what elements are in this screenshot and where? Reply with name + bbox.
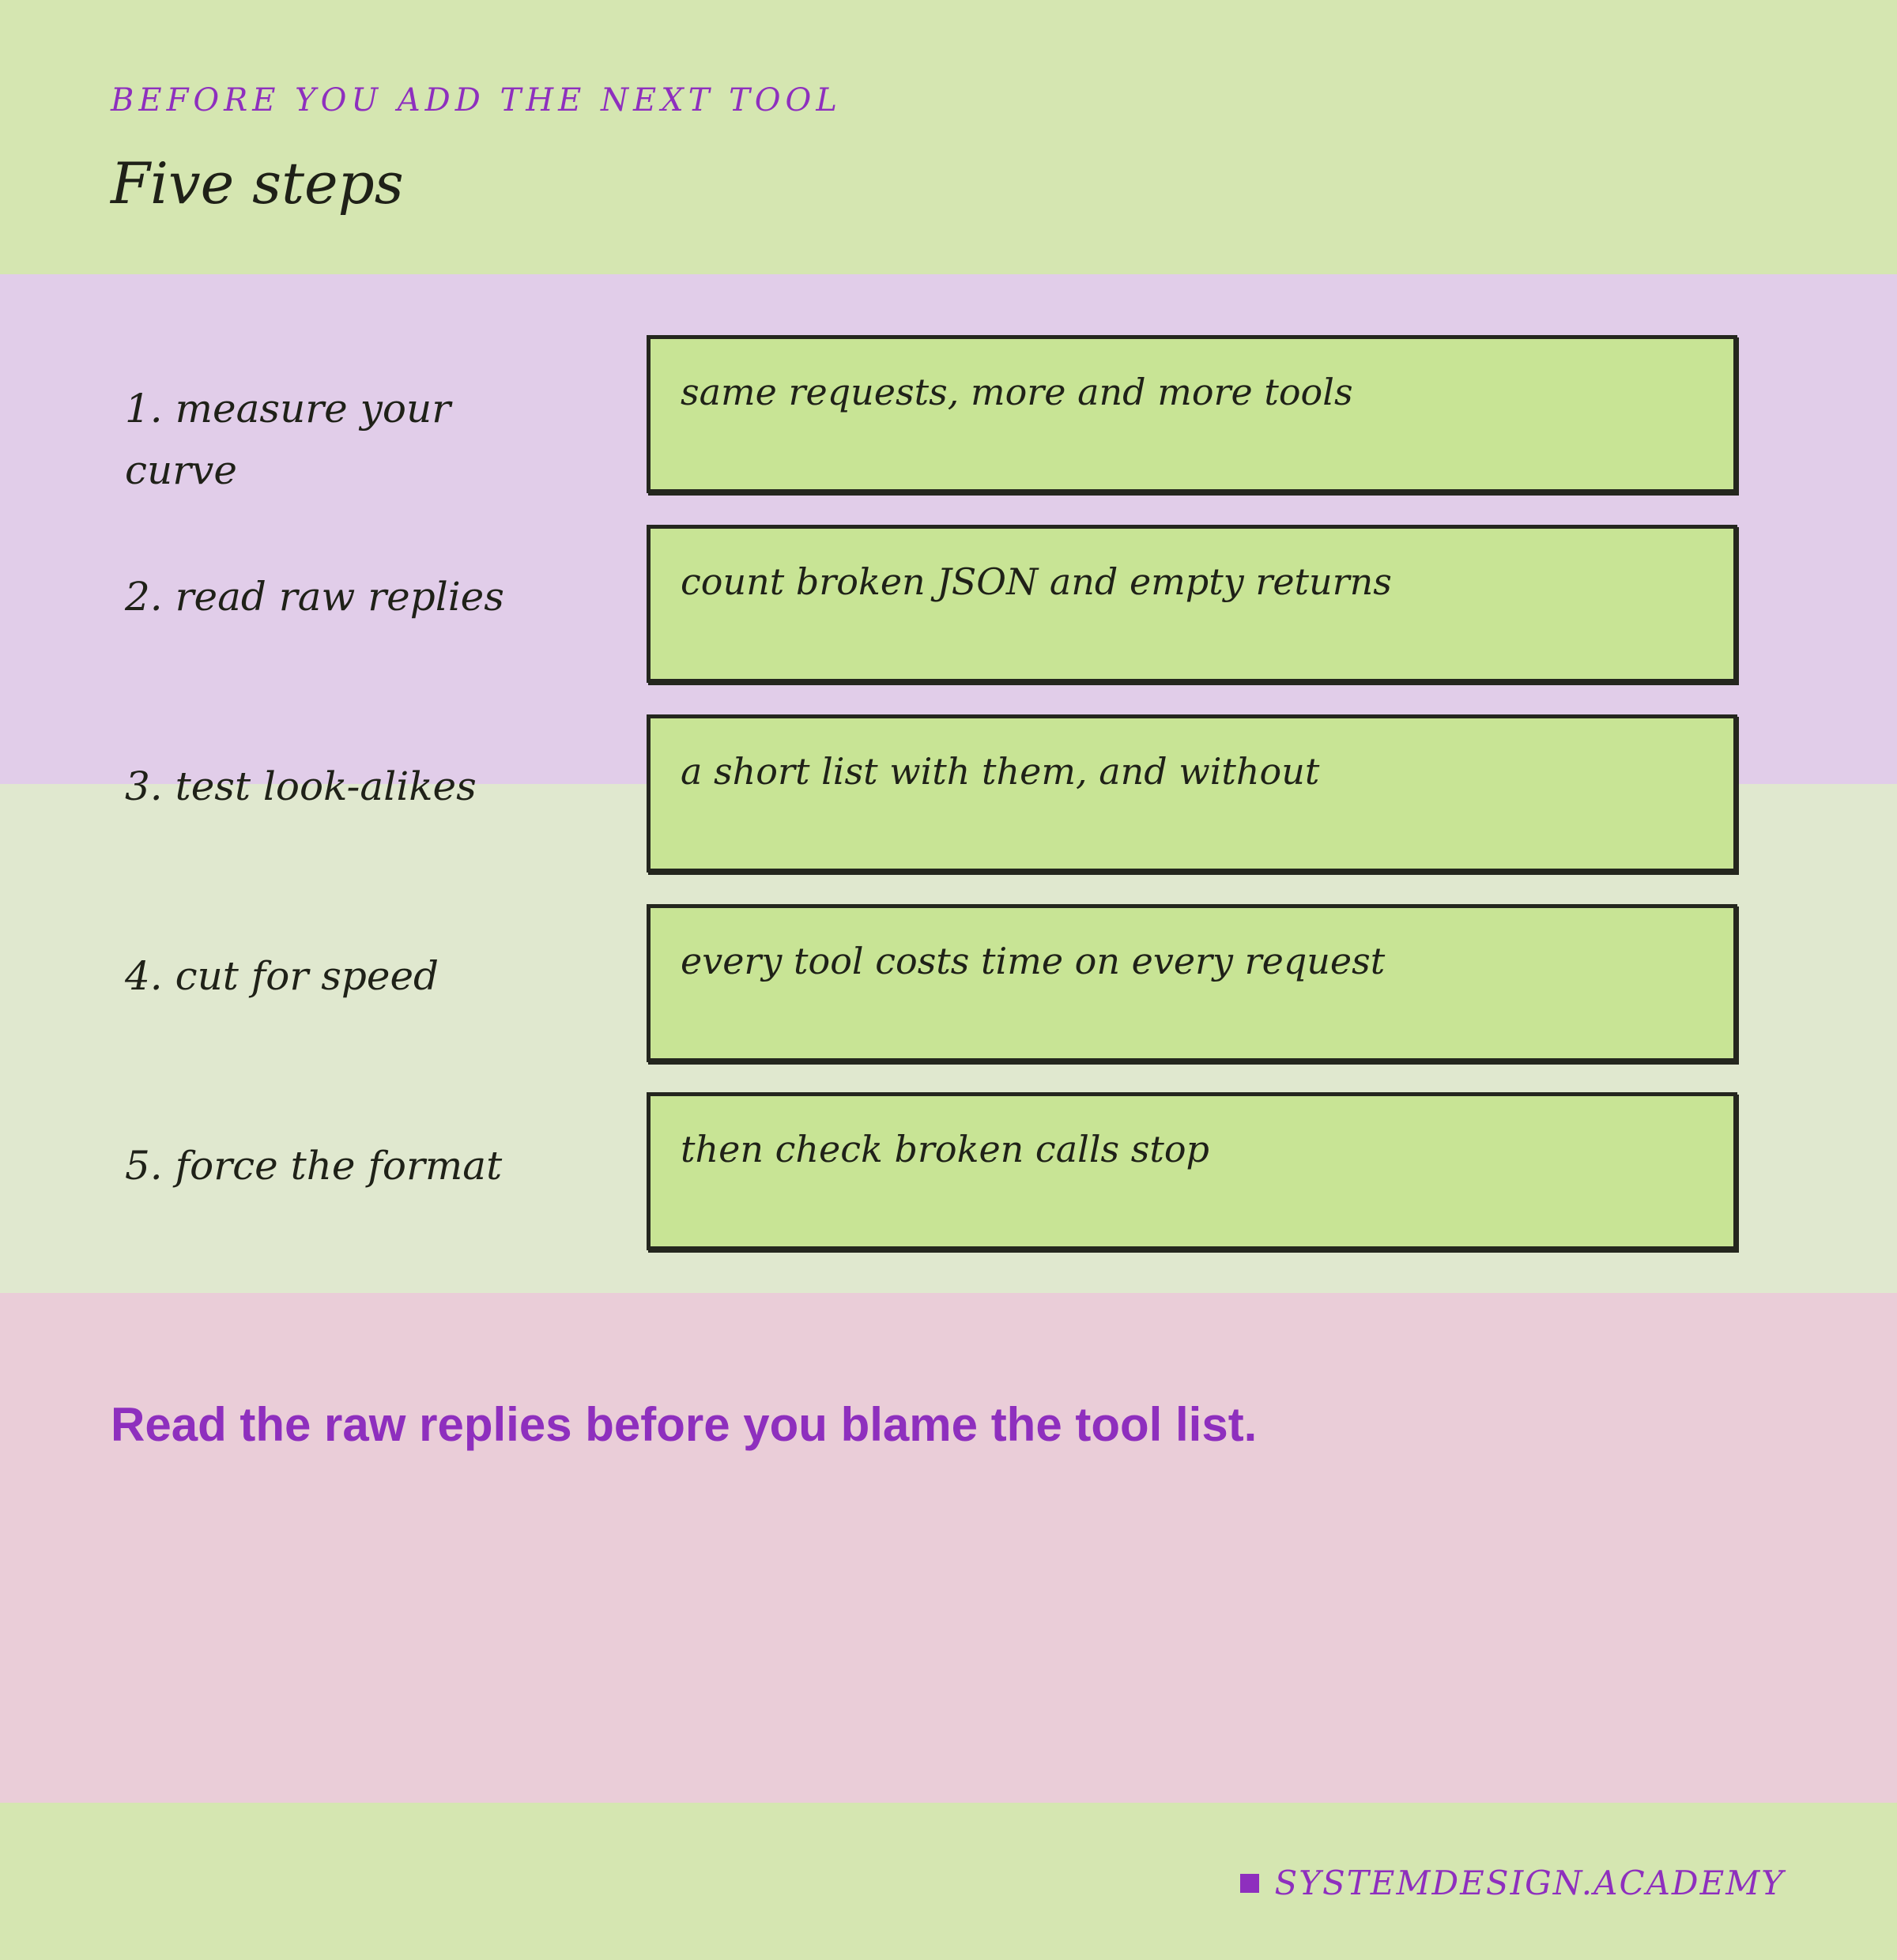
step-5-detail: then check broken calls stop (681, 1128, 1209, 1170)
step-3-detail: a short list with them, and without (681, 750, 1320, 793)
step-4-label: 4. cut for speed (125, 953, 439, 999)
step-4-box (647, 904, 1737, 1062)
step-5-box (647, 1092, 1737, 1250)
step-3-box (647, 714, 1737, 873)
step-1-box (647, 335, 1737, 493)
brand-footer (1240, 1864, 1785, 1902)
step-1-label: 1. measure your curve (125, 386, 451, 493)
brand-square-icon (1240, 1874, 1259, 1893)
step-2-detail: count broken JSON and empty returns (681, 560, 1392, 603)
page-title: Five steps (111, 150, 404, 217)
takeaway-band (0, 1293, 1897, 1803)
step-3-label: 3. test look-alikes (125, 763, 477, 809)
step-1-detail: same requests, more and more tools (681, 371, 1353, 413)
eyebrow-text: BEFORE YOU ADD THE NEXT TOOL (111, 82, 842, 119)
step-2-box (647, 525, 1737, 683)
header-band (0, 0, 1897, 274)
step-5-label: 5. force the format (125, 1143, 503, 1189)
brand-name: SYSTEMDESIGN.ACADEMY (1274, 1864, 1785, 1902)
step-2-label: 2. read raw replies (125, 574, 504, 620)
takeaway-text: Read the raw replies before you blame the tool list. (111, 1398, 1258, 1451)
step-4-detail: every tool costs time on every request (681, 940, 1386, 982)
